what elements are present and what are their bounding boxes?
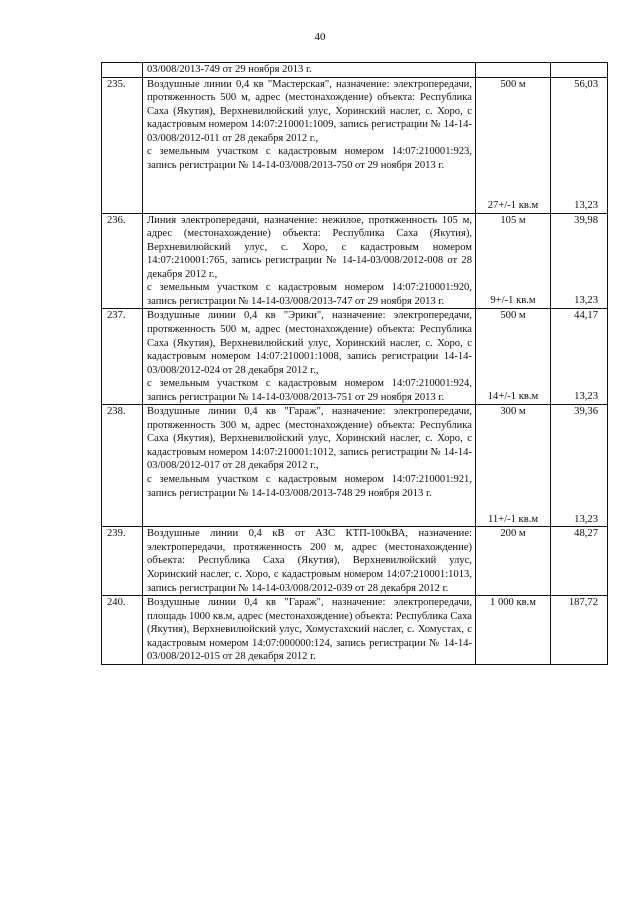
object-size: 500 м: [500, 310, 526, 322]
row-number: 238.: [102, 405, 143, 527]
land-description: с земельным участком с кадастровым номером 14:07:210001:920, запись регистрации № 14-14-03/008/2013-747 от 29 ноября 2013 г.: [147, 282, 472, 307]
land-size: 27+/-1 кв.м: [487, 200, 539, 212]
object-description: Воздушные линии 0,4 кв "Гараж", назначение: электропередачи, площадь 1000 кв.м, адрес (местонахождение) объекта: Республика Саха (Якутия), Верхневилюйский улус, Хомустахский наслег, с. Хомустах, с кадастровым номером 14:07:000000:124, запись регистрации № 14-14-03/008/2012-015 от 28 декабря 2012 г.: [147, 597, 472, 663]
object-description: Воздушные линии 0,4 кв "Эрики", назначение: электропередачи, протяженность 500 м, адрес (местонахождение) объекта: Республика Саха (Якутия), Верхневилюйский улус, Хоринский наслег, с. Хоро, с кадастровым номером 14:07:210001:1008, запись регистрации 14-14-03/008/2012-024 от 28 декабря 2012 г.,: [147, 310, 472, 376]
table-row: [102, 213, 608, 309]
object-size: 105 м: [500, 214, 526, 226]
land-value: 13,23: [574, 513, 598, 525]
row-number: 235.: [102, 77, 143, 213]
table-row: [102, 405, 608, 527]
row-number: 240.: [102, 596, 143, 665]
object-description: Линия электропередачи, назначение: нежилое, протяженность 105 м, адрес (местонахождение) объекта: Республика Саха (Якутия), Верхневилюйский улус, с. Хоро, с кадастровым номером 14:07:210001:765, запись регистрации № 14-14-03/008/2012-008 от 28 декабря 2012 г.,: [147, 214, 472, 280]
land-value: 13,23: [574, 295, 598, 307]
land-description: с земельным участком с кадастровым номером 14:07:210001:921, запись регистрации № 14-14-03/008/2013-748 29 ноября 2013 г.: [147, 474, 472, 499]
object-description: Воздушные линии 0,4 кв "Гараж", назначение: электропередачи, протяженность 300 м, адрес (местонахождение) объекта: Республика Саха (Якутия), Верхневилюйский улус, Хоринский наслег, с. Хоро, с кадастровым номером 14:07:210001:1012, запись регистрации № 14-14-03/008/2012-017 от 28 декабря 2012 г.,: [147, 406, 472, 472]
object-value: 187,72: [568, 597, 598, 609]
object-value: 39,98: [574, 214, 598, 226]
page-number: 40: [314, 31, 326, 43]
object-description: Воздушные линии 0,4 кв "Мастерская", назначение: электропередачи, протяженность 500 м, адрес (местонахождение) объекта: Республика Саха (Якутия), Верхневилюйский улус, Хоринский наслег, с. Хоро, с кадастровым номером 14:07:210001:1009, запись регистрации № 14-14-03/008/2012-011 от 28 декабря 2012 г.,: [147, 78, 472, 144]
land-description: с земельным участком с кадастровым номером 14:07:210001:924, запись регистрации № 14-14-03/008/2013-751 от 29 ноября 2013 г.: [147, 378, 472, 403]
land-size: 9+/-1 кв.м: [490, 295, 536, 307]
table-row: [102, 309, 608, 405]
table-row-continuation: [102, 63, 608, 78]
land-size: 14+/-1 кв.м: [487, 391, 539, 403]
object-value: 48,27: [574, 528, 598, 540]
land-value: 13,23: [574, 391, 598, 403]
land-size: 11+/-1 кв.м: [487, 513, 539, 525]
row-number: 239.: [102, 527, 143, 596]
object-description: Воздушные линии 0,4 кВ от АЗС КТП-100кВА, назначение: электропередачи, протяженность 200 м, адрес (местонахождение) объекта: Республика Саха (Якутия), Верхневилюйский улус, Хоринский наслег, с. Хоро, с кадастровым номером 14:07:210001:1013, запись регистрации № 14-14-03/008/2012-039 от 28 декабря 2012 г.: [147, 528, 472, 594]
object-value: 44,17: [574, 310, 598, 322]
land-description: с земельным участком с кадастровым номером 14:07:210001:923, запись регистрации № 14-14-03/008/2013-750 от 29 ноября 2013 г.: [147, 146, 472, 171]
table-row: [102, 527, 608, 596]
land-value: 13,23: [574, 200, 598, 212]
table-row: [102, 596, 608, 665]
object-value: 56,03: [574, 78, 598, 90]
row-number: 236.: [102, 213, 143, 309]
continuation-text: 03/008/2013-749 от 29 ноября 2013 г.: [143, 63, 476, 78]
object-size: 300 м: [500, 406, 526, 418]
property-registry-table: [101, 62, 608, 665]
row-number: 237.: [102, 309, 143, 405]
table-row: [102, 77, 608, 213]
object-value: 39,36: [574, 406, 598, 418]
object-size: 500 м: [500, 78, 526, 90]
object-size: 200 м: [500, 528, 526, 540]
object-size: 1 000 кв.м: [490, 597, 536, 609]
